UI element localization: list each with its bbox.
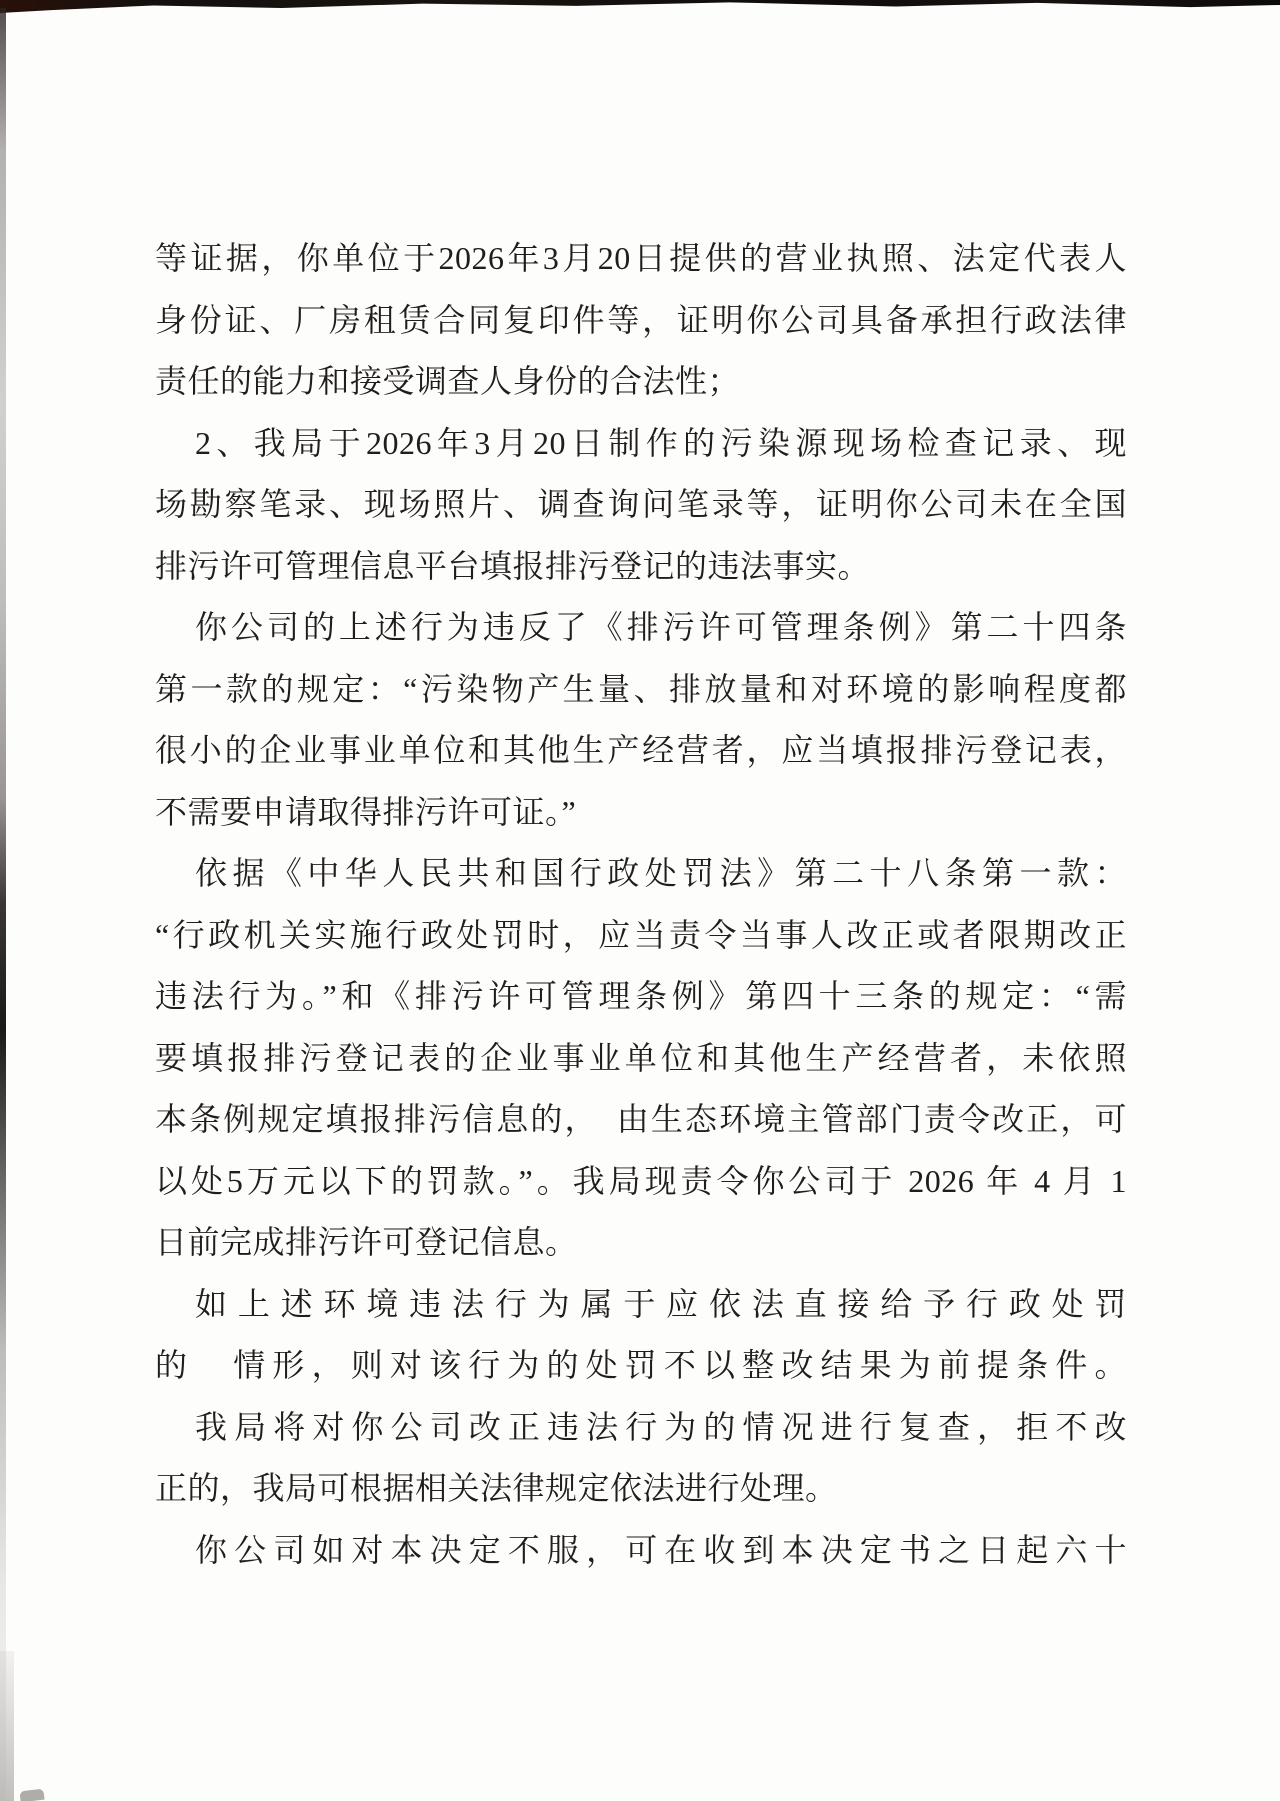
text-line: 日前完成排污许可登记信息。 — [155, 1224, 578, 1260]
text-line: 依据《中华人民共和国行政处罚法》第二十八条第一款： — [195, 855, 1127, 891]
text-line: 我局将对你公司改正违法行为的情况进行复查，拒不改 — [195, 1408, 1127, 1445]
text-line: 的 情形，则对该行为的处罚不以整改结果为前提条件。 — [155, 1347, 1127, 1383]
scan-edge-left — [0, 8, 6, 1801]
scan-smudge-bottom-left — [0, 1651, 14, 1801]
text-line: 以处5万元以下的罚款。”。我局现责令你公司于 2026 年 4 月 1 — [155, 1162, 1127, 1199]
text-line: 正的，我局可根据相关法律规定依法进行处理。 — [155, 1470, 838, 1506]
text-line: 违法行为。”和《排污许可管理条例》第四十三条的规定：“需 — [155, 978, 1127, 1014]
text-line: 身份证、厂房租赁合同复印件等，证明你公司具备承担行政法律 — [155, 301, 1127, 338]
text-line: 场勘察笔录、现场照片、调查询问笔录等，证明你公司未在全国 — [155, 486, 1127, 522]
text-line: 2、我局于2026年3月20日制作的污染源现场检查记录、现 — [195, 424, 1127, 461]
text-line: 你公司如对本决定不服，可在收到本决定书之日起六十 — [195, 1531, 1127, 1568]
text-line: 等证据，你单位于2026年3月20日提供的营业执照、法定代表人 — [155, 240, 1127, 276]
scan-edge-top — [0, 0, 1280, 13]
text-line: 不需要申请取得排污许可证。” — [155, 793, 577, 830]
text-line: 要填报排污登记表的企业事业单位和其他生产经营者，未依照 — [155, 1039, 1127, 1076]
text-line: 责任的能力和接受调查人身份的合法性； — [155, 363, 741, 399]
text-line: 本条例规定填报排污信息的， 由生态环境主管部门责令改正，可 — [155, 1101, 1127, 1137]
document-text-block — [155, 228, 1127, 1581]
text-line: “行政机关实施行政处罚时，应当责令当事人改正或者限期改正 — [155, 916, 1127, 953]
text-line: 如上述环境违法行为属于应依法直接给予行政处罚 — [195, 1285, 1127, 1322]
scan-mark-bottom-left — [19, 1789, 44, 1801]
text-line: 排污许可管理信息平台填报排污登记的违法事实。 — [155, 547, 871, 584]
text-line: 第一款的规定：“污染物产生量、排放量和对环境的影响程度都 — [155, 670, 1127, 707]
text-line: 很小的企业事业单位和其他生产经营者，应当填报排污登记表， — [155, 732, 1127, 768]
text-line: 你公司的上述行为违反了《排污许可管理条例》第二十四条 — [195, 609, 1127, 645]
